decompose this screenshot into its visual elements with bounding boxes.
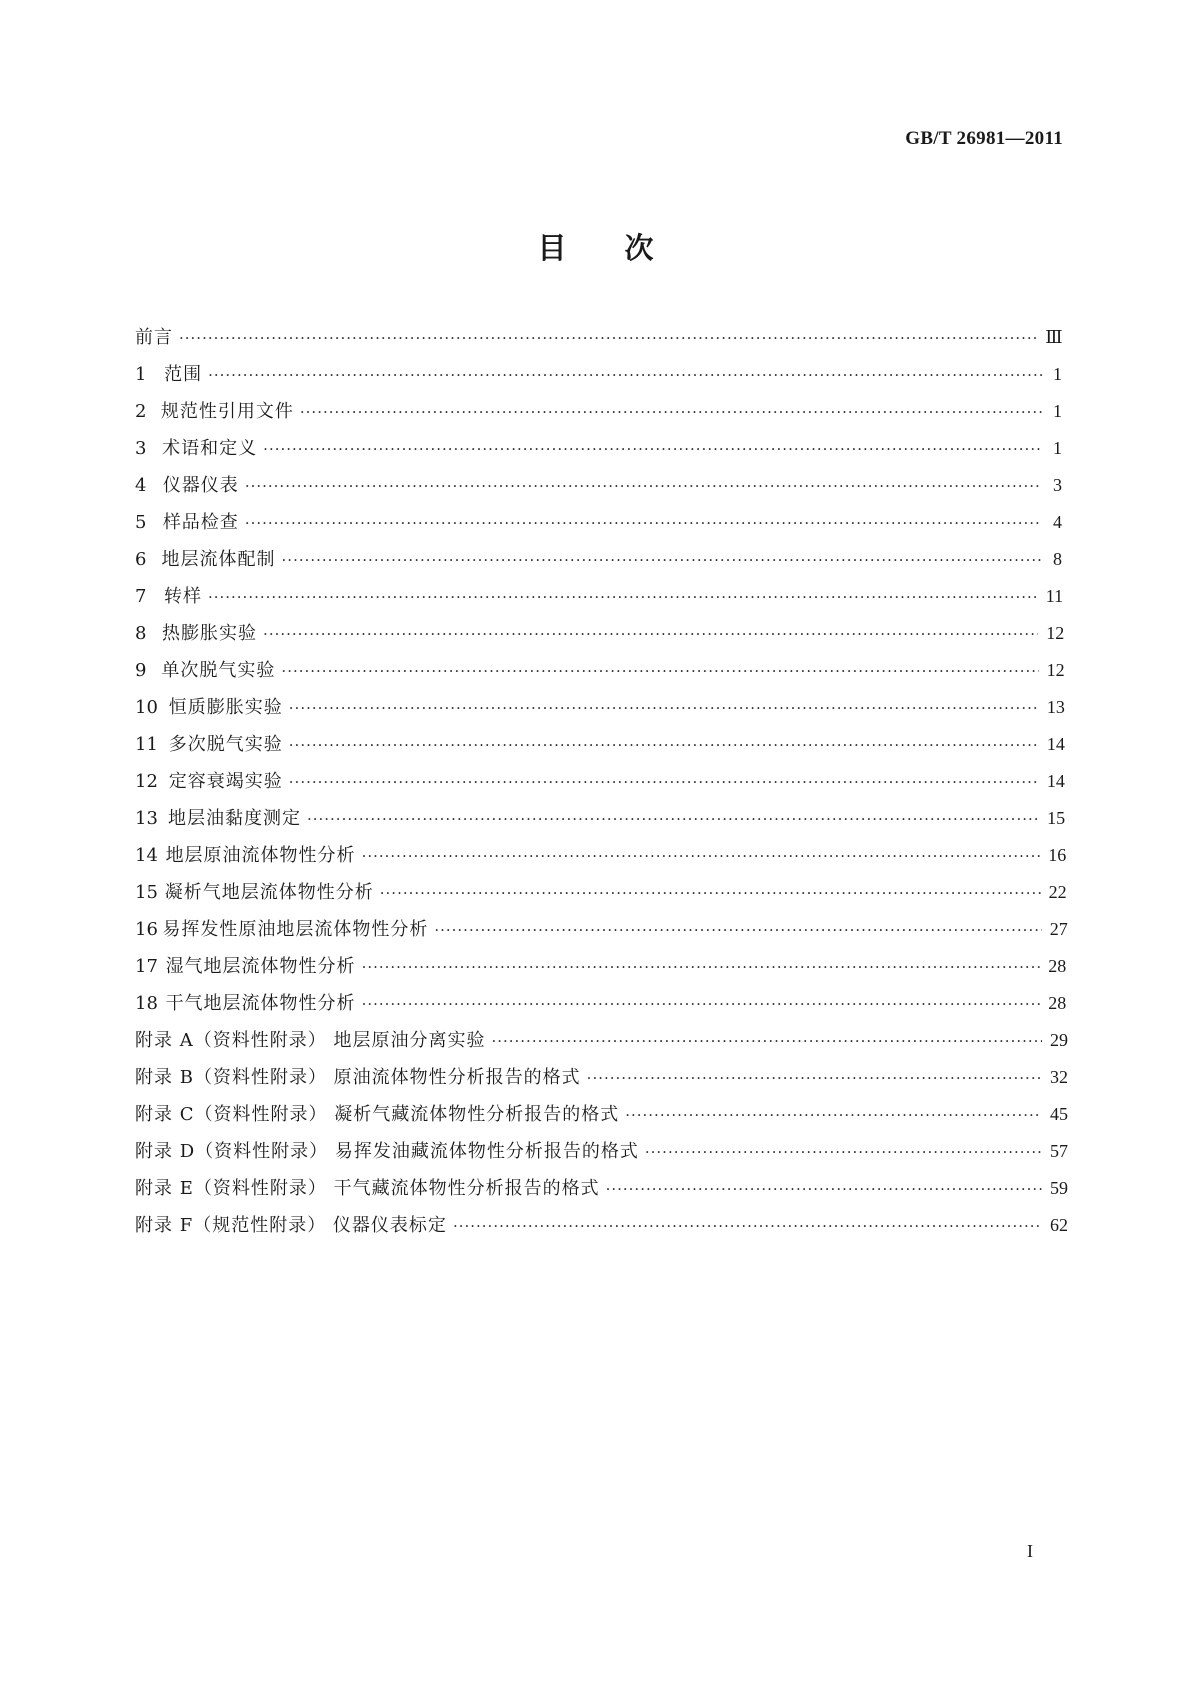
toc-title: 目次 [537,231,712,265]
toc-entry[interactable] [135,1174,1068,1211]
toc-entry-label: 干气地层流体物性分析 [165,993,356,1014]
dot-leader [307,810,1039,828]
toc-entry-page: 1 [1053,438,1062,458]
toc-entry-label: 定容衰竭实验 [168,771,283,792]
table-of-contents [135,323,1068,1248]
toc-entry-label: 地层原油流体物性分析 [165,845,356,866]
toc-entry-label: 地层流体配制 [161,549,276,570]
toc-entry[interactable] [135,656,1065,693]
toc-entry-number: 17 [135,956,158,977]
toc-entry-page: 62 [1050,1215,1068,1235]
toc-entry-page: 3 [1053,475,1062,495]
toc-entry[interactable] [135,1063,1068,1100]
toc-entry-page: 13 [1046,697,1065,717]
toc-entry-page: 1 [1053,364,1062,384]
toc-entry[interactable] [135,619,1065,656]
toc-entry[interactable] [135,804,1066,841]
toc-entry-page: 57 [1050,1141,1068,1161]
toc-entry[interactable] [135,1137,1068,1174]
toc-entry-number: 1 [135,364,147,385]
toc-entry-page: 59 [1050,1178,1068,1198]
toc-entry-label: 附录 D（资料性附录） 易挥发油藏流体物性分析报告的格式 [135,1141,639,1162]
toc-entry-page: 16 [1048,845,1067,865]
toc-entry-number: 2 [135,401,147,422]
dot-leader [625,1106,1042,1124]
toc-entry-page: 27 [1049,919,1068,939]
toc-entry-number: 12 [135,771,158,792]
toc-entry-label: 附录 F（规范性附录） 仪器仪表标定 [135,1215,447,1236]
toc-entry-number: 4 [135,475,147,496]
dot-leader [300,403,1042,421]
dot-leader [434,921,1041,939]
dot-leader [289,773,1039,791]
toc-entry[interactable] [135,397,1062,434]
toc-entry[interactable] [135,989,1067,1026]
dot-leader [245,514,1042,532]
toc-entry-page: 14 [1046,734,1065,754]
toc-entry-label: 规范性引用文件 [160,401,294,422]
toc-entry-page: 15 [1047,808,1066,828]
toc-entry-label: 术语和定义 [162,438,258,459]
dot-leader [606,1180,1042,1198]
toc-entry[interactable] [135,730,1065,767]
toc-entry-label: 单次脱气实验 [161,660,276,681]
toc-entry-page: 28 [1048,956,1067,976]
toc-entry[interactable] [135,1100,1068,1137]
toc-entry[interactable] [135,1211,1068,1248]
dot-leader [281,662,1038,680]
toc-entry-label: 地层油黏度测定 [167,808,301,829]
toc-entry-page: 22 [1048,882,1067,902]
toc-entry-number: 3 [135,438,147,459]
dot-leader [453,1217,1042,1235]
toc-entry-page: 11 [1045,586,1064,606]
toc-entry[interactable] [135,915,1068,952]
toc-entry-label: 仪器仪表 [162,475,239,496]
toc-entry-page: 8 [1053,549,1062,569]
toc-entry[interactable] [135,545,1062,582]
dot-leader [263,440,1042,458]
dot-leader [179,329,1037,347]
dot-leader [645,1143,1042,1161]
page-number: I [1027,1541,1033,1561]
toc-entry-page: 28 [1048,993,1067,1013]
toc-entry-label: 附录 B（资料性附录） 原油流体物性分析报告的格式 [135,1067,581,1088]
toc-entry[interactable] [135,952,1067,989]
toc-entry-number: 10 [135,697,158,718]
toc-entry-number: 15 [135,882,158,903]
toc-entry[interactable] [135,323,1062,360]
standard-code: GB/T 26981—2011 [905,128,1063,149]
toc-entry-number: 11 [135,734,158,755]
toc-entry[interactable] [135,471,1062,508]
toc-entry-page: 45 [1050,1104,1068,1124]
toc-entry-number: 14 [135,845,158,866]
toc-entry-label: 附录 A（资料性附录） 地层原油分离实验 [135,1030,486,1051]
toc-entry-page: 29 [1050,1030,1068,1050]
dot-leader [245,477,1042,495]
dot-leader [289,699,1039,717]
toc-entry[interactable] [135,693,1065,730]
toc-entry-label: 附录 C（资料性附录） 凝析气藏流体物性分析报告的格式 [135,1104,620,1125]
toc-entry[interactable] [135,841,1067,878]
toc-entry[interactable] [135,767,1065,804]
toc-entry[interactable] [135,434,1062,471]
toc-entry-page: 14 [1046,771,1065,791]
dot-leader [208,366,1042,384]
toc-entry-number: 5 [135,512,147,533]
toc-entry[interactable] [135,582,1062,619]
toc-entry-label: 附录 E（资料性附录） 干气藏流体物性分析报告的格式 [135,1178,600,1199]
toc-entry-label: 湿气地层流体物性分析 [165,956,356,977]
dot-leader [380,884,1041,902]
dot-leader [208,588,1038,606]
dot-leader [587,1069,1042,1087]
dot-leader [362,958,1041,976]
toc-entry[interactable] [135,878,1067,915]
toc-entry-page: 1 [1053,401,1062,421]
toc-entry-page: 12 [1046,623,1065,643]
toc-entry[interactable] [135,1026,1068,1063]
dot-leader [263,625,1038,643]
toc-entry-label: 恒质膨胀实验 [168,697,283,718]
dot-leader [362,995,1041,1013]
dot-leader [491,1032,1042,1050]
toc-entry-label: 范围 [164,364,203,385]
toc-entry-page: Ⅲ [1045,327,1063,347]
dot-leader [289,736,1039,754]
toc-entry-label: 前言 [135,327,173,348]
toc-entry-number: 7 [135,586,147,607]
dot-leader [282,551,1042,569]
toc-entry-number: 13 [135,808,158,829]
toc-entry-number: 16 [135,919,158,940]
toc-entry-label: 样品检查 [162,512,239,533]
toc-entry-number: 18 [135,993,158,1014]
toc-entry-page: 4 [1053,512,1062,532]
dot-leader [362,847,1041,865]
toc-entry-label: 易挥发性原油地层流体物性分析 [162,919,429,940]
toc-entry-label: 凝析气地层流体物性分析 [164,882,374,903]
toc-entry-page: 12 [1046,660,1065,680]
toc-entry-label: 多次脱气实验 [168,734,283,755]
toc-entry[interactable] [135,508,1062,545]
toc-entry-label: 转样 [163,586,202,607]
toc-entry-label: 热膨胀实验 [162,623,258,644]
toc-entry-number: 6 [135,549,147,570]
toc-entry[interactable] [135,360,1062,397]
toc-entry-page: 32 [1050,1067,1068,1087]
toc-entry-number: 8 [135,623,147,644]
toc-entry-number: 9 [135,660,147,681]
